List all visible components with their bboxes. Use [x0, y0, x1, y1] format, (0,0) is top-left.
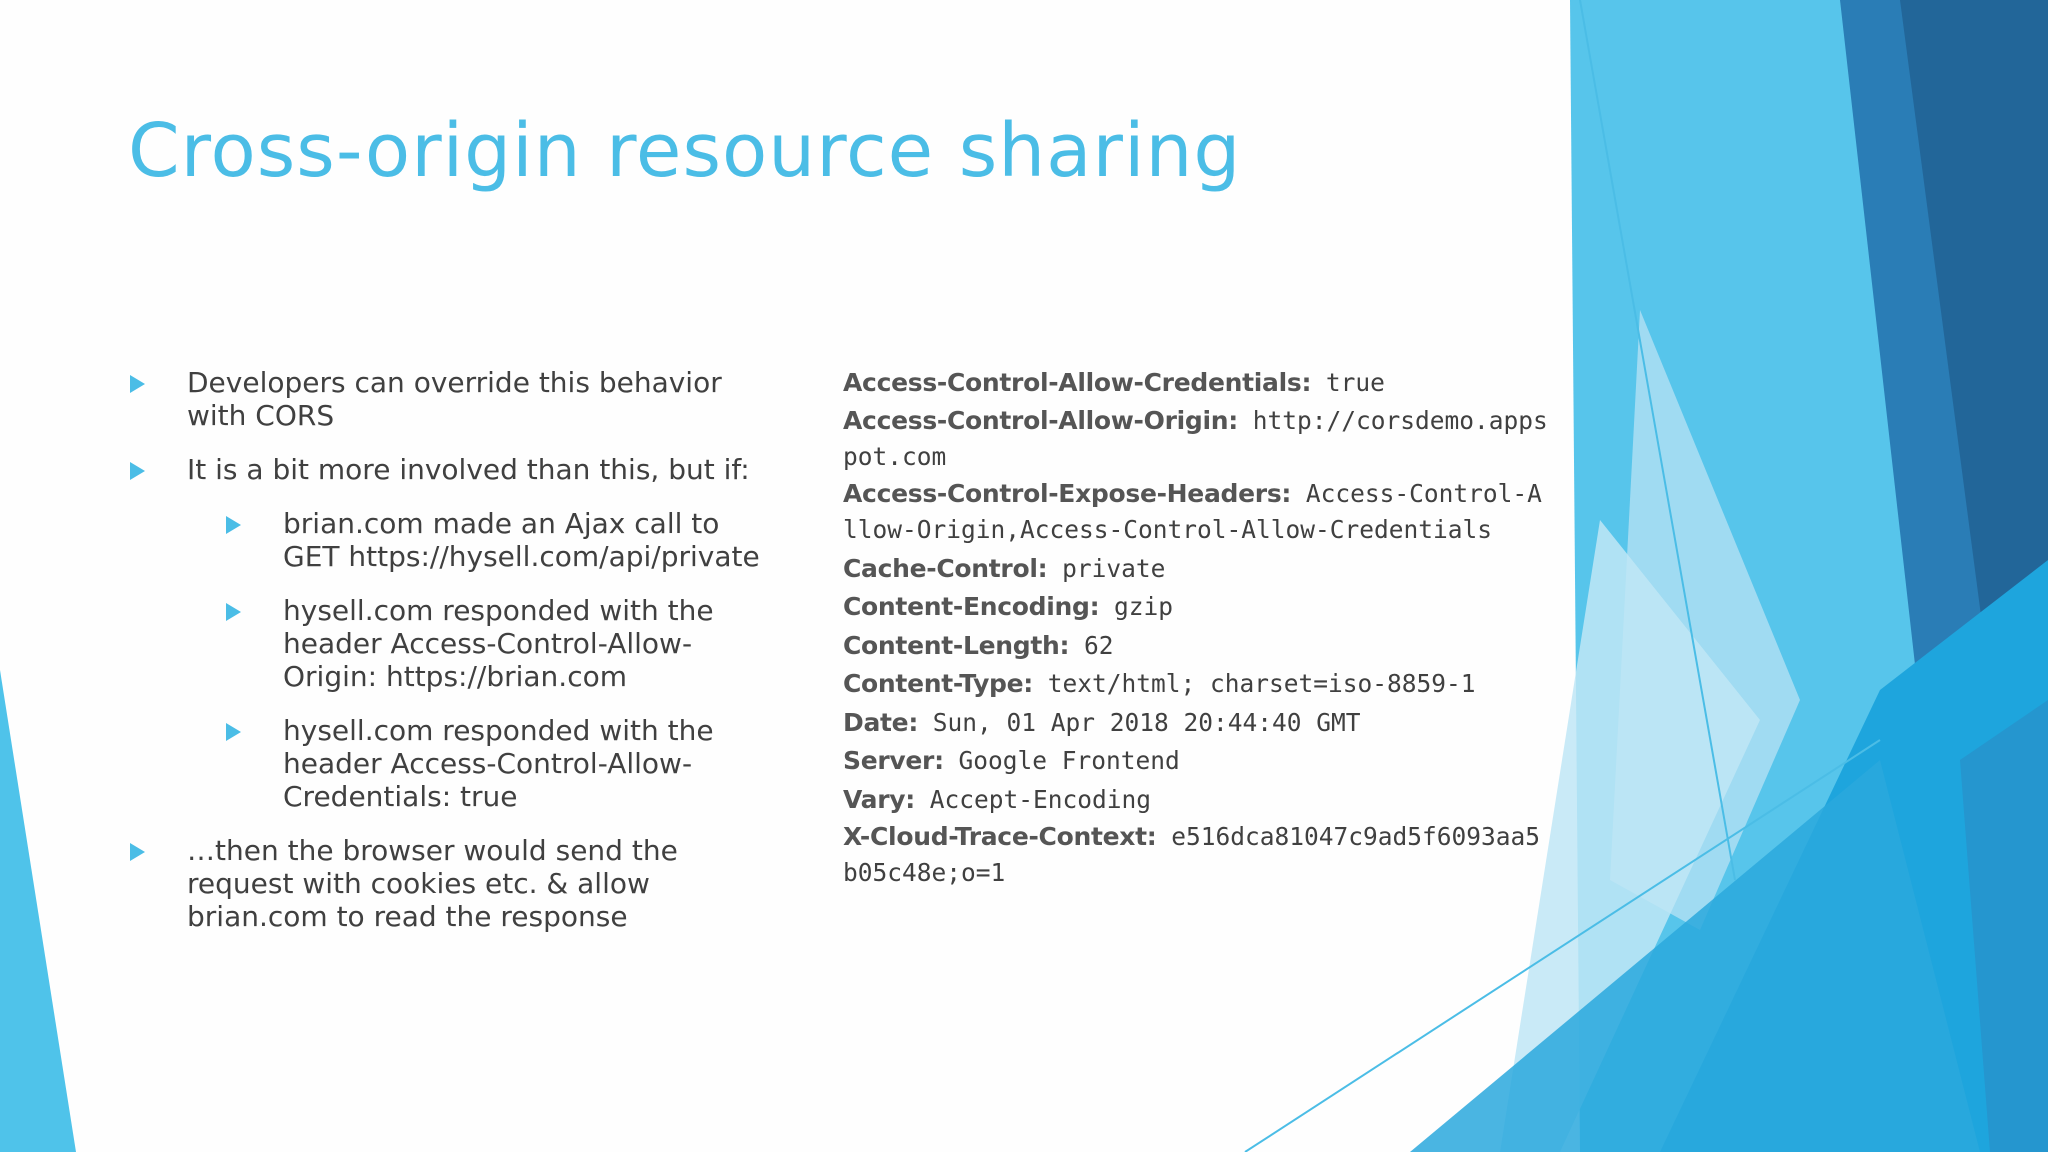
response-header — [843, 403, 1553, 475]
bullet-text: It is a bit more involved than this, but if: — [187, 453, 750, 486]
triangle-bullet-icon — [130, 462, 145, 480]
header-value: text/html; charset=iso-8859-1 — [1047, 669, 1476, 698]
header-name: Content-Encoding: — [843, 592, 1100, 621]
response-header — [843, 627, 1553, 664]
bullet-text: hysell.com responded with the header Access-Control-Allow-Credentials: true — [283, 714, 714, 813]
response-header — [843, 704, 1553, 741]
bullet-text: Developers can override this behavior with CORS — [187, 366, 722, 432]
header-name: X-Cloud-Trace-Context: — [843, 822, 1157, 851]
header-name: Access-Control-Allow-Origin: — [843, 405, 1238, 435]
bullet-list — [120, 366, 780, 954]
response-header — [843, 364, 1553, 401]
header-name: Content-Length: — [843, 630, 1070, 660]
triangle-bullet-icon — [130, 843, 145, 861]
header-name: Server: — [843, 746, 944, 775]
header-name: Cache-Control: — [843, 553, 1048, 583]
header-value: Sun, 01 Apr 2018 20:44:40 GMT — [932, 707, 1361, 737]
triangle-bullet-icon — [226, 603, 241, 621]
sub-bullet-item — [216, 507, 780, 573]
header-value: 62 — [1083, 630, 1114, 660]
bullet-item — [120, 366, 780, 432]
sub-bullet-item — [216, 714, 780, 813]
header-value: true — [1325, 368, 1385, 397]
header-name: Access-Control-Allow-Credentials: — [843, 368, 1312, 397]
header-value: http://corsdemo.appspot.com — [843, 405, 1548, 471]
response-header — [843, 550, 1553, 587]
response-header — [843, 588, 1553, 625]
header-value: Google Frontend — [958, 746, 1180, 775]
header-value: Access-Control-Allow-Origin,Access-Control-Allow-Credentials — [843, 479, 1542, 544]
header-value: private — [1062, 553, 1166, 583]
header-value: gzip — [1114, 592, 1174, 621]
triangle-bullet-icon — [226, 516, 241, 534]
response-header — [843, 819, 1553, 891]
sub-bullet-item — [216, 594, 780, 693]
slide-title: Cross-origin resource sharing — [128, 108, 1242, 194]
bullet-text: …then the browser would send the request with cookies etc. & allow brian.com to read the response — [187, 834, 678, 933]
bullet-item — [120, 834, 780, 933]
bullet-item — [120, 453, 780, 486]
header-value: Accept-Encoding — [929, 784, 1152, 814]
triangle-bullet-icon — [130, 375, 145, 393]
bullet-text: brian.com made an Ajax call to GET https://hysell.com/api/private — [283, 507, 760, 573]
response-header — [843, 742, 1553, 779]
header-name: Access-Control-Expose-Headers: — [843, 479, 1292, 508]
header-name: Vary: — [843, 784, 915, 814]
header-value: e516dca81047c9ad5f6093aa5b05c48e;o=1 — [843, 822, 1540, 887]
response-header — [843, 665, 1553, 702]
bullet-text: hysell.com responded with the header Access-Control-Allow-Origin: https://brian.com — [283, 594, 714, 693]
triangle-bullet-icon — [226, 723, 241, 741]
header-name: Date: — [843, 707, 919, 737]
header-name: Content-Type: — [843, 669, 1034, 698]
response-headers-list — [843, 364, 1553, 891]
response-header — [843, 476, 1553, 548]
response-header — [843, 781, 1553, 818]
